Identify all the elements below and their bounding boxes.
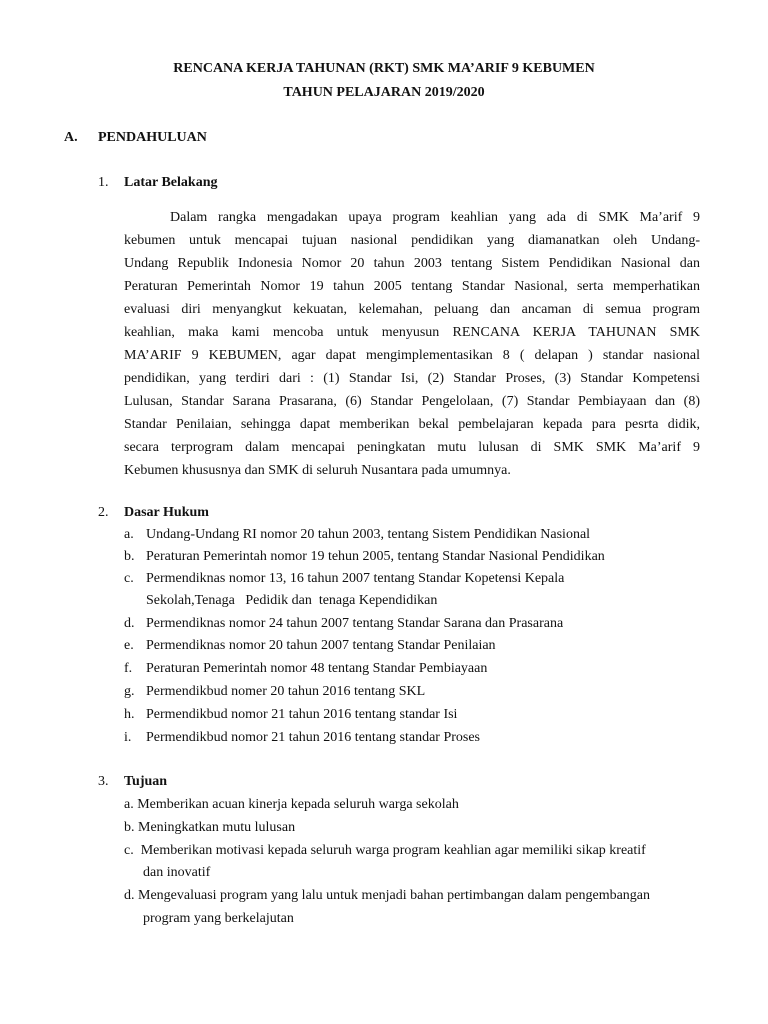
list-item: Permendikbud nomer 20 tahun 2016 tentang SKL [146, 684, 426, 699]
list-item: Permendikbud nomor 21 tahun 2016 tentang standar Proses [146, 730, 481, 745]
list-item-continuation: dan inovatif [143, 865, 211, 880]
list-item-continuation: program yang berkelajutan [143, 911, 294, 926]
list-item: Permendiknas nomor 24 tahun 2007 tentang Standar Sarana dan Prasarana [146, 616, 564, 631]
section-a-marker: A. [64, 130, 78, 145]
paragraph-line: secara terprogram dalam mencapai peningkatan mutu lulusan di SMK SMK Ma’arif 9 [124, 440, 700, 455]
s1-marker: 1. [98, 175, 109, 190]
paragraph-line: Lulusan, Standar Sarana Prasarana, (6) Standar Pengelolaan, (7) Standar Pembiayaan dan (8) [124, 394, 700, 409]
list-item: Permendiknas nomor 20 tahun 2007 tentang Standar Penilaian [146, 638, 496, 653]
list-item-continuation: Sekolah,Tenaga Pedidik dan tenaga Kependidikan [146, 593, 438, 608]
paragraph-line: Peraturan Pemerintah Nomor 19 tahun 2005 tentang Standar Nasional, serta memperhatikan [124, 279, 700, 294]
s1-heading: Latar Belakang [124, 175, 218, 190]
list-item: b. Meningkatkan mutu lulusan [124, 820, 296, 835]
s3-marker: 3. [98, 774, 109, 789]
list-item: Peraturan Pemerintah nomor 48 tentang Standar Pembiayaan [146, 661, 488, 676]
paragraph-line: Kebumen khususnya dan SMK di seluruh Nusantara pada umumnya. [124, 463, 511, 478]
s2-marker: 2. [98, 505, 109, 520]
paragraph-line: keahlian, maka kami mencoba untuk menyusun RENCANA KERJA TAHUNAN SMK [124, 325, 700, 340]
list-marker: b. [124, 549, 135, 564]
paragraph-line: MA’ARIF 9 KEBUMEN, agar dapat mengimplementasikan 8 ( delapan ) standar nasional [124, 348, 700, 363]
list-item: Permendikbud nomor 21 tahun 2016 tentang standar Isi [146, 707, 458, 722]
list-marker: c. [124, 571, 134, 586]
paragraph-line: pendidikan, yang terdiri dari : (1) Standar Isi, (2) Standar Proses, (3) Standar Kompetensi [124, 371, 700, 386]
list-marker: d. [124, 616, 135, 631]
list-item: c. Memberikan motivasi kepada seluruh warga program keahlian agar memiliki sikap kreatif [124, 843, 646, 858]
list-marker: h. [124, 707, 135, 722]
paragraph-line: evaluasi diri menyangkut kekuatan, kelemahan, peluang dan ancaman di semua program [124, 302, 700, 317]
list-marker: i. [124, 730, 132, 745]
list-marker: f. [124, 661, 133, 676]
section-a-heading: PENDAHULUAN [98, 130, 207, 145]
list-marker: g. [124, 684, 135, 699]
list-item: d. Mengevaluasi program yang lalu untuk menjadi bahan pertimbangan dalam pengembangan [124, 888, 651, 903]
list-item: Permendiknas nomor 13, 16 tahun 2007 tentang Standar Kopetensi Kepala [146, 571, 565, 586]
s2-heading: Dasar Hukum [124, 505, 209, 520]
s3-heading: Tujuan [124, 774, 168, 789]
paragraph-line: Standar Penilaian, sehingga dapat memberikan bekal pembelajaran kepada para pesrta didik, [124, 417, 700, 432]
document-title: RENCANA KERJA TAHUNAN (RKT) SMK MA’ARIF 9 KEBUMEN [173, 61, 595, 76]
list-item: a. Memberikan acuan kinerja kepada seluruh warga sekolah [124, 797, 459, 812]
list-marker: e. [124, 638, 134, 653]
paragraph-line: kebumen untuk mencapai tujuan nasional pendidikan yang diamanatkan oleh Undang- [124, 233, 700, 248]
paragraph-line: Dalam rangka mengadakan upaya program keahlian yang ada di SMK Ma’arif 9 [170, 210, 700, 225]
list-marker: a. [124, 527, 134, 542]
list-item: Undang-Undang RI nomor 20 tahun 2003, tentang Sistem Pendidikan Nasional [146, 527, 591, 542]
list-item: Peraturan Pemerintah nomor 19 tehun 2005, tentang Standar Nasional Pendidikan [146, 549, 605, 564]
document-subtitle: TAHUN PELAJARAN 2019/2020 [283, 85, 485, 100]
paragraph-line: Undang Republik Indonesia Nomor 20 tahun 2003 tentang Sistem Pendidikan Nasional dan [124, 256, 700, 271]
